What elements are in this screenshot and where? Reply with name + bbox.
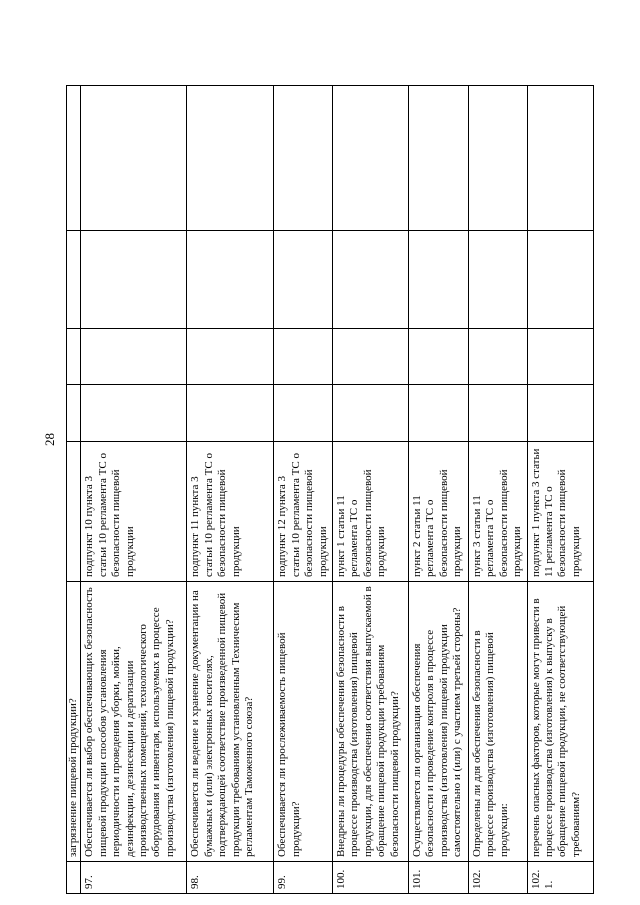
question-cell: Определены ли для обеспечения безопасности в процессе производства (изготовления) пищевой продукции: [469, 582, 528, 862]
reference-cell [67, 442, 81, 582]
table-row [333, 86, 409, 894]
question-cell: перечень опасных факторов, которые могут привести в процессе производства (изготовления) к выпуску в обращение пищевой продукции, не соответствующей требованиям? [527, 582, 593, 862]
reference-cell: пункт 3 статьи 11 регламента ТС о безопасности пищевой продукции [469, 442, 528, 582]
answer-na-cell [469, 231, 528, 329]
table-row [81, 86, 187, 894]
answer-na-cell [333, 231, 409, 329]
table-row [469, 86, 528, 894]
reference-cell: подпункт 11 пункта 3 статьи 10 регламента ТС о безопасности пищевой продукции [187, 442, 274, 582]
answer-yes-cell [333, 385, 409, 442]
reference-cell: подпункт 10 пункта 3 статьи 10 регламента ТС о безопасности пищевой продукции [81, 442, 187, 582]
num-cell: 102.1. [527, 862, 593, 894]
question-cell: Обеспечивается ли прослеживаемость пищевой продукции? [274, 582, 333, 862]
reference-cell: пункт 1 статьи 11 регламента ТС о безопасности пищевой продукции [333, 442, 409, 582]
answer-no-cell [469, 329, 528, 385]
answer-yes-cell [187, 385, 274, 442]
answer-yes-cell [409, 385, 469, 442]
num-cell: 102. [469, 862, 528, 894]
question-cell: Обеспечивается ли выбор обеспечивающих безопасность пищевой продукции способов установления периодичности и проведения уборки, мойки, дезинфекции, дезинсекции и дератизации производственных помещений, технологического оборудования и инвентаря, используемых в процессе производства (изготовления) пищевой продукции? [81, 582, 187, 862]
answer-yes-cell [469, 385, 528, 442]
answer-yes-cell [81, 385, 187, 442]
num-cell: 98. [187, 862, 274, 894]
rotated-table-wrapper [66, 86, 589, 894]
notes-cell [81, 86, 187, 231]
notes-cell [409, 86, 469, 231]
table-row [527, 86, 593, 894]
notes-cell [527, 86, 593, 231]
notes-cell [333, 86, 409, 231]
answer-na-cell [81, 231, 187, 329]
answer-no-cell [409, 329, 469, 385]
checklist-table [66, 85, 594, 894]
question-cell: Осуществляется ли организация обеспечения безопасности и проведение контроля в процессе производства (изготовления) пищевой продукции самостоятельно и (или) с участием третьей стороны? [409, 582, 469, 862]
question-cell: загрязнение пищевой продукции? [67, 582, 81, 862]
answer-na-cell [409, 231, 469, 329]
answer-no-cell [67, 329, 81, 385]
num-cell: 100. [333, 862, 409, 894]
answer-na-cell [187, 231, 274, 329]
answer-no-cell [81, 329, 187, 385]
num-cell: 101. [409, 862, 469, 894]
answer-na-cell [527, 231, 593, 329]
answer-no-cell [187, 329, 274, 385]
answer-no-cell [274, 329, 333, 385]
num-cell [67, 862, 81, 894]
answer-yes-cell [527, 385, 593, 442]
notes-cell [187, 86, 274, 231]
answer-yes-cell [67, 385, 81, 442]
notes-cell [469, 86, 528, 231]
answer-no-cell [333, 329, 409, 385]
reference-cell: подпункт 1 пункта 3 статьи 11 регламента ТС о безопасности пищевой продукции [527, 442, 593, 582]
answer-na-cell [274, 231, 333, 329]
notes-cell [67, 86, 81, 231]
num-cell: 97. [81, 862, 187, 894]
table-row [67, 86, 81, 894]
reference-cell: подпункт 12 пункта 3 статьи 10 регламента ТС о безопасности пищевой продукции [274, 442, 333, 582]
answer-na-cell [67, 231, 81, 329]
answer-yes-cell [274, 385, 333, 442]
num-cell: 99. [274, 862, 333, 894]
table-row [409, 86, 469, 894]
table-row [274, 86, 333, 894]
question-cell: Обеспечивается ли ведение и хранение документации на бумажных и (или) электронных носителях, подтверждающей соответствие произведенной пищевой продукции требованиям установленным Техническим регламентам Таможенного союза? [187, 582, 274, 862]
question-cell: Внедрены ли процедуры обеспечения безопасности в процессе производства (изготовления) пищевой продукции, для обеспечения соответствия выпускаемой в обращение пищевой продукции требованиям безопасности пищевой продукции? [333, 582, 409, 862]
answer-no-cell [527, 329, 593, 385]
reference-cell: пункт 2 статьи 11 регламента ТС о безопасности пищевой продукции [409, 442, 469, 582]
table-row [187, 86, 274, 894]
page-number: 28 [42, 433, 57, 446]
notes-cell [274, 86, 333, 231]
